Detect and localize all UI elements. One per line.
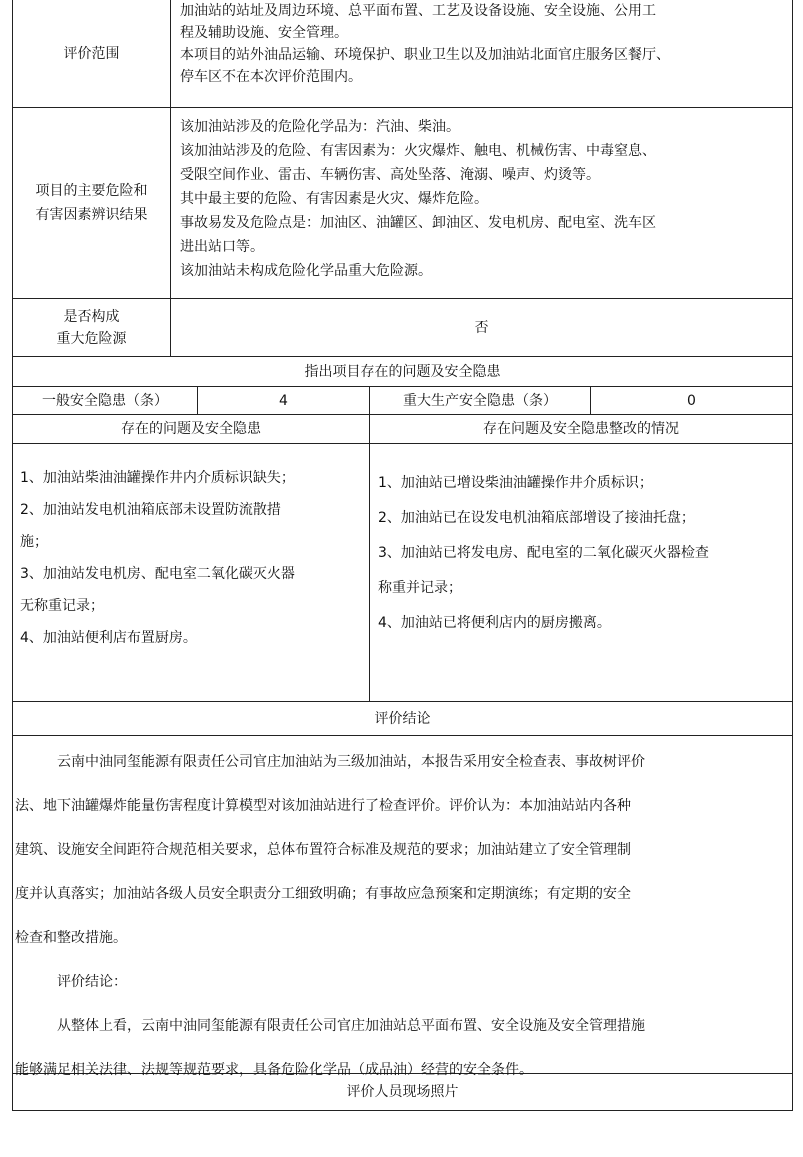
hazards-line: 进出站口等。 xyxy=(180,239,264,255)
scope-line: 停车区不在本次评价范围内。 xyxy=(180,69,362,85)
list-item: 1、加油站柴油油罐操作井内介质标识缺失； xyxy=(20,470,295,486)
rectification-column-header: 存在问题及安全隐患整改的情况 xyxy=(483,421,679,437)
rectification-list xyxy=(378,466,788,641)
hazards-line: 事故易发及危险点是：加油区、油罐区、卸油区、发电机房、配电室、洗车区 xyxy=(180,215,656,231)
conclusion-subheading: 评价结论： xyxy=(57,974,127,990)
hazards-content xyxy=(180,115,786,297)
list-item: 2、加油站发电机油箱底部未设置防流散措 xyxy=(20,502,281,518)
conclusion-line: 检查和整改措施。 xyxy=(15,930,127,946)
major-hazard-label-line: 是否构成 xyxy=(63,308,120,325)
major-hazard-label xyxy=(13,299,170,356)
hazards-label xyxy=(13,108,170,298)
major-hazard-label-line: 重大危险源 xyxy=(56,330,127,347)
scope-line: 程及辅助设施、安全管理。 xyxy=(180,25,348,41)
major-hazard-count-label: 重大生产安全隐患（条） xyxy=(403,392,557,409)
major-hazard-value: 否 xyxy=(474,319,489,336)
list-item: 4、加油站便利店布置厨房。 xyxy=(20,630,197,646)
conclusion-line: 法、地下油罐爆炸能量伤害程度计算模型对该加油站进行了检查评价。评价认为：本加油站站内各种 xyxy=(15,798,631,814)
list-item: 无称重记录； xyxy=(20,598,104,614)
hazards-line: 该加油站涉及的危险、有害因素为：火灾爆炸、触电、机械伤害、中毒窒息、 xyxy=(180,143,656,159)
photos-header: 评价人员现场照片 xyxy=(346,1084,459,1100)
issues-column-header: 存在的问题及安全隐患 xyxy=(121,421,261,437)
problems-header: 指出项目存在的问题及安全隐患 xyxy=(304,363,501,380)
scope-label: 评价范围 xyxy=(63,45,120,62)
scope-line: 加油站的站址及周边环境、总平面布置、工艺及设备设施、安全设施、公用工 xyxy=(180,3,656,19)
list-item: 4、加油站已将便利店内的厨房搬离。 xyxy=(378,615,611,631)
conclusion-line: 从整体上看，云南中油同玺能源有限责任公司官庄加油站总平面布置、安全设施及安全管理措施 xyxy=(57,1018,645,1034)
list-item: 2、加油站已在设发电机油箱底部增设了接油托盘； xyxy=(378,510,695,526)
list-item: 3、加油站已将发电房、配电室的二氧化碳灭火器检查 xyxy=(378,545,709,561)
hazards-line: 其中最主要的危险、有害因素是火灾、爆炸危险。 xyxy=(180,191,488,207)
conclusion-line: 度并认真落实；加油站各级人员安全职责分工细致明确；有事故应急预案和定期演练；有定期的安全 xyxy=(15,886,631,902)
conclusion-body xyxy=(13,740,792,1092)
list-item: 1、加油站已增设柴油油罐操作井介质标识； xyxy=(378,475,653,491)
hazards-line: 该加油站涉及的危险化学品为：汽油、柴油。 xyxy=(180,119,460,135)
conclusion-line: 能够满足相关法律、法规等规范要求，具备危险化学品（成品油）经营的安全条件。 xyxy=(15,1062,533,1078)
issues-list xyxy=(20,462,365,654)
conclusion-line: 建筑、设施安全间距符合规范相关要求，总体布置符合标准及规范的要求；加油站建立了安全管理制 xyxy=(15,842,631,858)
list-item: 称重并记录； xyxy=(378,580,462,596)
hazards-label-line: 有害因素辨识结果 xyxy=(35,207,148,223)
conclusion-header: 评价结论 xyxy=(374,710,431,727)
major-hazard-count-value: 0 xyxy=(687,392,696,409)
hazards-label-line: 项目的主要危险和 xyxy=(35,183,148,199)
general-hazard-count-label: 一般安全隐患（条） xyxy=(42,392,168,409)
hazards-line: 受限空间作业、雷击、车辆伤害、高处坠落、淹溺、噪声、灼烫等。 xyxy=(180,167,600,183)
scope-content xyxy=(180,0,786,107)
general-hazard-count-value: 4 xyxy=(279,392,288,409)
conclusion-line: 云南中油同玺能源有限责任公司官庄加油站为三级加油站，本报告采用安全检查表、事故树评价 xyxy=(57,754,645,770)
hazards-line: 该加油站未构成危险化学品重大危险源。 xyxy=(180,263,432,279)
list-item: 施； xyxy=(20,534,48,550)
scope-line: 本项目的站外油品运输、环境保护、职业卫生以及加油站北面官庄服务区餐厅、 xyxy=(180,47,670,63)
list-item: 3、加油站发电机房、配电室二氧化碳灭火器 xyxy=(20,566,295,582)
